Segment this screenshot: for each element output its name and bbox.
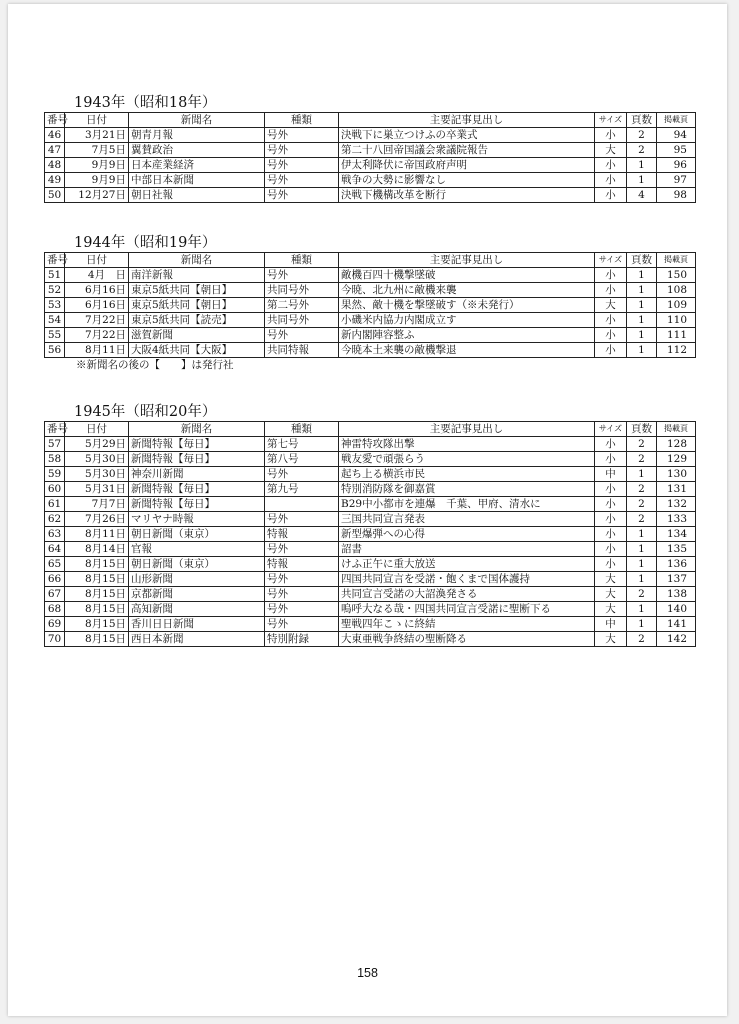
cell-headline: 三国共同宣言発表: [339, 512, 595, 527]
cell-newspaper: 日本産業経済: [129, 158, 265, 173]
cell-size: 大: [595, 572, 627, 587]
cell-ref-page: 134: [657, 527, 696, 542]
cell-type: 第八号: [265, 452, 339, 467]
cell-headline: 四国共同宣言を受諾・飽くまで国体護持: [339, 572, 595, 587]
cell-headline: 大東亜戦争終結の聖断降る: [339, 632, 595, 647]
cell-type: 特報: [265, 557, 339, 572]
cell-headline: 起ち上る横浜市民: [339, 467, 595, 482]
table-row: [45, 437, 696, 452]
table-row: [45, 467, 696, 482]
extra-edition-table: [44, 252, 696, 358]
cell-size: 小: [595, 482, 627, 497]
cell-ref-page: 140: [657, 602, 696, 617]
cell-number: 56: [45, 343, 65, 358]
cell-pages: 1: [627, 343, 657, 358]
table-row: [45, 128, 696, 143]
cell-type: 号外: [265, 602, 339, 617]
table-row: [45, 557, 696, 572]
cell-number: 60: [45, 482, 65, 497]
cell-ref-page: 141: [657, 617, 696, 632]
cell-type: 共同号外: [265, 313, 339, 328]
cell-number: 59: [45, 467, 65, 482]
cell-headline: 決戦下に巣立つけふの卒業式: [339, 128, 595, 143]
cell-type: 号外: [265, 128, 339, 143]
cell-newspaper: 翼賛政治: [129, 143, 265, 158]
table-header-row: [45, 113, 696, 128]
cell-ref-page: 97: [657, 173, 696, 188]
cell-pages: 2: [627, 437, 657, 452]
cell-newspaper: 香川日日新聞: [129, 617, 265, 632]
cell-newspaper: 山形新聞: [129, 572, 265, 587]
cell-pages: 1: [627, 173, 657, 188]
cell-number: 57: [45, 437, 65, 452]
cell-number: 50: [45, 188, 65, 203]
cell-type: 号外: [265, 617, 339, 632]
section-title: 1944年（昭和19年）: [74, 235, 217, 251]
cell-ref-page: 138: [657, 587, 696, 602]
header-ref-page: 掲載頁: [657, 253, 696, 268]
cell-ref-page: 137: [657, 572, 696, 587]
cell-type: 第二号外: [265, 298, 339, 313]
cell-date: 5月29日: [65, 437, 129, 452]
cell-ref-page: 136: [657, 557, 696, 572]
table-row: [45, 343, 696, 358]
cell-pages: 1: [627, 283, 657, 298]
cell-pages: 1: [627, 328, 657, 343]
cell-headline: 敵機百四十機撃墜破: [339, 268, 595, 283]
section-1944: [44, 234, 695, 372]
cell-ref-page: 108: [657, 283, 696, 298]
cell-ref-page: 111: [657, 328, 696, 343]
cell-date: 7月26日: [65, 512, 129, 527]
cell-date: 9月9日: [65, 158, 129, 173]
cell-newspaper: 東京5紙共同【朝日】: [129, 283, 265, 298]
cell-type: 号外: [265, 158, 339, 173]
table-row: [45, 313, 696, 328]
cell-number: 70: [45, 632, 65, 647]
cell-number: 51: [45, 268, 65, 283]
cell-size: 小: [595, 497, 627, 512]
cell-headline: 嗚呼大なる哉・四国共同宣言受諾に聖断下る: [339, 602, 595, 617]
cell-pages: 1: [627, 557, 657, 572]
cell-size: 中: [595, 617, 627, 632]
table-row: [45, 542, 696, 557]
cell-date: 9月9日: [65, 173, 129, 188]
header-size: サイズ: [595, 253, 627, 268]
cell-pages: 2: [627, 497, 657, 512]
header-number: 番号: [45, 113, 65, 128]
header-pages: 頁数: [627, 422, 657, 437]
table-header-row: [45, 253, 696, 268]
cell-size: 中: [595, 467, 627, 482]
cell-headline: 共同宣言受諾の大詔渙発さる: [339, 587, 595, 602]
table-row: [45, 173, 696, 188]
cell-number: 53: [45, 298, 65, 313]
cell-ref-page: 142: [657, 632, 696, 647]
header-size: サイズ: [595, 113, 627, 128]
cell-size: 小: [595, 542, 627, 557]
cell-newspaper: 神奈川新聞: [129, 467, 265, 482]
table-row: [45, 632, 696, 647]
cell-pages: 2: [627, 587, 657, 602]
header-type: 種類: [265, 113, 339, 128]
cell-number: 55: [45, 328, 65, 343]
cell-newspaper: 朝青月報: [129, 128, 265, 143]
cell-pages: 1: [627, 158, 657, 173]
table-row: [45, 617, 696, 632]
cell-pages: 1: [627, 268, 657, 283]
cell-headline: 今暁、北九州に敵機来襲: [339, 283, 595, 298]
header-headline: 主要記事見出し: [339, 422, 595, 437]
cell-date: 12月27日: [65, 188, 129, 203]
cell-number: 65: [45, 557, 65, 572]
header-ref-page: 掲載頁: [657, 422, 696, 437]
table-row: [45, 283, 696, 298]
cell-date: 8月11日: [65, 527, 129, 542]
cell-size: 小: [595, 158, 627, 173]
cell-date: 8月15日: [65, 602, 129, 617]
cell-pages: 1: [627, 602, 657, 617]
cell-date: 8月11日: [65, 343, 129, 358]
header-headline: 主要記事見出し: [339, 113, 595, 128]
cell-date: 5月31日: [65, 482, 129, 497]
cell-pages: 2: [627, 143, 657, 158]
cell-date: 7月7日: [65, 497, 129, 512]
cell-number: 66: [45, 572, 65, 587]
cell-headline: 果然、敵十機を撃墜破す（※未発行）: [339, 298, 595, 313]
cell-ref-page: 150: [657, 268, 696, 283]
table-row: [45, 158, 696, 173]
cell-date: 5月30日: [65, 467, 129, 482]
cell-type: 第九号: [265, 482, 339, 497]
cell-number: 54: [45, 313, 65, 328]
cell-newspaper: マリヤナ時報: [129, 512, 265, 527]
table-row: [45, 188, 696, 203]
cell-headline: 伊太利降伏に帝国政府声明: [339, 158, 595, 173]
cell-size: 小: [595, 188, 627, 203]
cell-pages: 2: [627, 452, 657, 467]
section-title: 1945年（昭和20年）: [74, 404, 217, 420]
cell-newspaper: 朝日社報: [129, 188, 265, 203]
cell-headline: 今暁本土来襲の敵機撃退: [339, 343, 595, 358]
cell-size: 小: [595, 452, 627, 467]
cell-size: 大: [595, 143, 627, 158]
cell-newspaper: 中部日本新聞: [129, 173, 265, 188]
document-page: [8, 4, 727, 1016]
page-number: 158: [357, 966, 378, 980]
cell-ref-page: 110: [657, 313, 696, 328]
cell-newspaper: 朝日新聞（東京）: [129, 557, 265, 572]
cell-size: 小: [595, 173, 627, 188]
cell-type: 号外: [265, 328, 339, 343]
cell-size: 大: [595, 602, 627, 617]
cell-newspaper: 滋賀新聞: [129, 328, 265, 343]
cell-ref-page: 94: [657, 128, 696, 143]
table-row: [45, 497, 696, 512]
cell-number: 58: [45, 452, 65, 467]
cell-size: 小: [595, 343, 627, 358]
header-date: 日付: [65, 113, 129, 128]
cell-type: 号外: [265, 542, 339, 557]
table-row: [45, 602, 696, 617]
cell-type: 第七号: [265, 437, 339, 452]
cell-date: 8月15日: [65, 632, 129, 647]
cell-pages: 1: [627, 467, 657, 482]
cell-newspaper: 高知新聞: [129, 602, 265, 617]
cell-headline: 新内閣陣容整ふ: [339, 328, 595, 343]
cell-pages: 1: [627, 572, 657, 587]
header-newspaper: 新聞名: [129, 422, 265, 437]
cell-size: 小: [595, 328, 627, 343]
cell-date: 8月15日: [65, 557, 129, 572]
cell-ref-page: 109: [657, 298, 696, 313]
cell-pages: 1: [627, 617, 657, 632]
cell-size: 小: [595, 527, 627, 542]
cell-newspaper: 南洋新報: [129, 268, 265, 283]
cell-date: 7月5日: [65, 143, 129, 158]
cell-type: 号外: [265, 143, 339, 158]
cell-type: 号外: [265, 467, 339, 482]
cell-pages: 1: [627, 313, 657, 328]
cell-headline: 戦友愛で頑張らう: [339, 452, 595, 467]
header-newspaper: 新聞名: [129, 253, 265, 268]
cell-size: 小: [595, 557, 627, 572]
cell-size: 小: [595, 437, 627, 452]
cell-ref-page: 96: [657, 158, 696, 173]
cell-type: 共同号外: [265, 283, 339, 298]
cell-number: 47: [45, 143, 65, 158]
header-headline: 主要記事見出し: [339, 253, 595, 268]
cell-ref-page: 133: [657, 512, 696, 527]
cell-date: 8月15日: [65, 587, 129, 602]
header-number: 番号: [45, 422, 65, 437]
cell-pages: 2: [627, 128, 657, 143]
cell-newspaper: 官報: [129, 542, 265, 557]
cell-pages: 2: [627, 482, 657, 497]
cell-newspaper: 大阪4紙共同【大阪】: [129, 343, 265, 358]
cell-ref-page: 112: [657, 343, 696, 358]
header-pages: 頁数: [627, 113, 657, 128]
cell-date: 8月15日: [65, 617, 129, 632]
cell-newspaper: 新聞特報【毎日】: [129, 497, 265, 512]
cell-headline: 小磯米内協力内閣成立す: [339, 313, 595, 328]
cell-headline: 詔書: [339, 542, 595, 557]
cell-date: 6月16日: [65, 298, 129, 313]
cell-number: 63: [45, 527, 65, 542]
cell-ref-page: 128: [657, 437, 696, 452]
cell-type: 号外: [265, 188, 339, 203]
cell-number: 64: [45, 542, 65, 557]
cell-size: 小: [595, 512, 627, 527]
cell-ref-page: 132: [657, 497, 696, 512]
header-size: サイズ: [595, 422, 627, 437]
table-row: [45, 587, 696, 602]
cell-type: 号外: [265, 173, 339, 188]
cell-type: 号外: [265, 572, 339, 587]
cell-ref-page: 129: [657, 452, 696, 467]
publisher-note: ※新聞名の後の【 】は発行社: [76, 359, 234, 371]
cell-size: 大: [595, 587, 627, 602]
section-1943: [44, 94, 695, 203]
cell-headline: 聖戦四年こゝに終結: [339, 617, 595, 632]
cell-ref-page: 131: [657, 482, 696, 497]
cell-number: 69: [45, 617, 65, 632]
cell-number: 62: [45, 512, 65, 527]
cell-date: 7月22日: [65, 313, 129, 328]
cell-headline: 決戦下機構改革を断行: [339, 188, 595, 203]
cell-ref-page: 130: [657, 467, 696, 482]
cell-number: 67: [45, 587, 65, 602]
table-header-row: [45, 422, 696, 437]
cell-type: 号外: [265, 268, 339, 283]
cell-pages: 4: [627, 188, 657, 203]
cell-pages: 2: [627, 512, 657, 527]
cell-type: 特別附録: [265, 632, 339, 647]
cell-pages: 1: [627, 542, 657, 557]
cell-headline: けふ正午に重大放送: [339, 557, 595, 572]
cell-size: 大: [595, 298, 627, 313]
cell-date: 4月 日: [65, 268, 129, 283]
header-number: 番号: [45, 253, 65, 268]
header-type: 種類: [265, 422, 339, 437]
table-row: [45, 143, 696, 158]
section-title: 1943年（昭和18年）: [74, 95, 217, 111]
cell-type: 共同特報: [265, 343, 339, 358]
cell-size: 小: [595, 268, 627, 283]
cell-headline: 戦争の大勢に影響なし: [339, 173, 595, 188]
cell-type: [265, 497, 339, 512]
cell-date: 7月22日: [65, 328, 129, 343]
table-row: [45, 268, 696, 283]
cell-date: 5月30日: [65, 452, 129, 467]
cell-pages: 2: [627, 632, 657, 647]
cell-newspaper: 東京5紙共同【読売】: [129, 313, 265, 328]
cell-date: 6月16日: [65, 283, 129, 298]
cell-newspaper: 朝日新聞（東京）: [129, 527, 265, 542]
cell-type: 号外: [265, 512, 339, 527]
cell-size: 小: [595, 313, 627, 328]
cell-number: 46: [45, 128, 65, 143]
extra-edition-table: [44, 421, 696, 647]
table-row: [45, 328, 696, 343]
header-date: 日付: [65, 253, 129, 268]
cell-headline: 特別消防隊を御嘉賞: [339, 482, 595, 497]
cell-newspaper: 新聞特報【毎日】: [129, 482, 265, 497]
table-row: [45, 482, 696, 497]
cell-pages: 1: [627, 298, 657, 313]
cell-newspaper: 新聞特報【毎日】: [129, 437, 265, 452]
cell-number: 49: [45, 173, 65, 188]
table-row: [45, 527, 696, 542]
cell-number: 68: [45, 602, 65, 617]
cell-date: 3月21日: [65, 128, 129, 143]
table-row: [45, 452, 696, 467]
header-type: 種類: [265, 253, 339, 268]
cell-newspaper: 東京5紙共同【朝日】: [129, 298, 265, 313]
cell-pages: 1: [627, 527, 657, 542]
cell-date: 8月14日: [65, 542, 129, 557]
table-row: [45, 512, 696, 527]
cell-headline: 神雷特攻隊出撃: [339, 437, 595, 452]
cell-size: 大: [595, 632, 627, 647]
table-row: [45, 572, 696, 587]
cell-type: 号外: [265, 587, 339, 602]
cell-type: 特報: [265, 527, 339, 542]
cell-number: 61: [45, 497, 65, 512]
table-row: [45, 298, 696, 313]
cell-newspaper: 新聞特報【毎日】: [129, 452, 265, 467]
header-ref-page: 掲載頁: [657, 113, 696, 128]
cell-headline: 新型爆弾への心得: [339, 527, 595, 542]
header-pages: 頁数: [627, 253, 657, 268]
cell-headline: 第二十八回帝国議会衆議院報告: [339, 143, 595, 158]
cell-headline: B29中小都市を連爆 千葉、甲府、清水に: [339, 497, 595, 512]
header-newspaper: 新聞名: [129, 113, 265, 128]
cell-date: 8月15日: [65, 572, 129, 587]
cell-size: 小: [595, 128, 627, 143]
cell-newspaper: 西日本新聞: [129, 632, 265, 647]
cell-number: 48: [45, 158, 65, 173]
extra-edition-table: [44, 112, 696, 203]
cell-ref-page: 135: [657, 542, 696, 557]
cell-newspaper: 京都新聞: [129, 587, 265, 602]
cell-number: 52: [45, 283, 65, 298]
cell-ref-page: 98: [657, 188, 696, 203]
cell-ref-page: 95: [657, 143, 696, 158]
cell-size: 小: [595, 283, 627, 298]
header-date: 日付: [65, 422, 129, 437]
section-1945: [44, 403, 695, 647]
